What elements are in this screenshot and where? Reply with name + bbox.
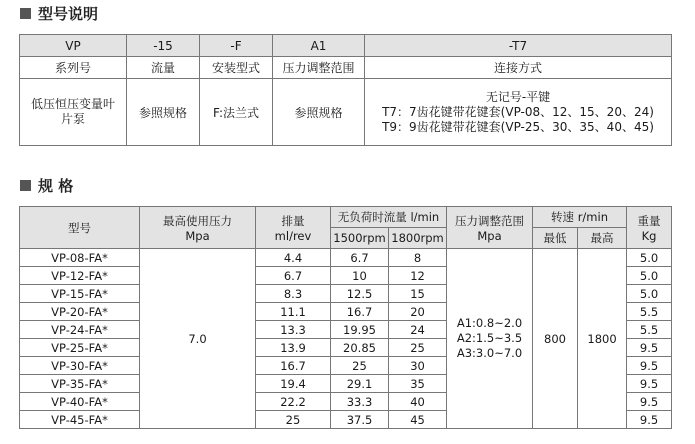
- header-max-pressure-label: 最高使用压力: [163, 213, 232, 228]
- cell-flow-1500: 6.7: [331, 249, 389, 267]
- section-title-spec: 规 格: [38, 177, 74, 195]
- cell-speed-max: 1800: [578, 249, 627, 429]
- cell-flow-1500: 29.1: [331, 375, 389, 393]
- desc-series: [20, 79, 127, 146]
- cell-weight: 9.5: [627, 393, 672, 411]
- cell-flow-1500: 37.5: [331, 411, 389, 429]
- cell-model: VP-12-FA*: [20, 267, 140, 285]
- cell-flow-1800: 20: [389, 303, 447, 321]
- cell-flow-1500: 19.95: [331, 321, 389, 339]
- header-displacement: [256, 207, 331, 249]
- label-connection: 连接方式: [365, 57, 672, 79]
- cell-model: VP-24-FA*: [20, 321, 140, 339]
- cell-speed-min: 800: [533, 249, 578, 429]
- cell-max-pressure: 7.0: [140, 249, 256, 429]
- desc-series-text: 低压恒压变量叶片泵: [30, 97, 115, 126]
- cell-flow-1800: 40: [389, 393, 447, 411]
- connection-option: T7：7齿花键带花键套(VP-08、12、15、20、24): [382, 104, 654, 119]
- square-bullet-icon: [20, 8, 31, 19]
- cell-weight: 9.5: [627, 375, 672, 393]
- code-flow: -15: [127, 35, 200, 57]
- cell-weight: 5.0: [627, 249, 672, 267]
- cell-flow-1500: 10: [331, 267, 389, 285]
- header-model: 型号: [20, 207, 140, 249]
- cell-model: VP-20-FA*: [20, 303, 140, 321]
- cell-displacement: 13.9: [256, 339, 331, 357]
- cell-weight: 9.5: [627, 411, 672, 429]
- spec-table: [19, 206, 672, 429]
- cell-model: VP-40-FA*: [20, 393, 140, 411]
- cell-flow-1500: 12.5: [331, 285, 389, 303]
- cell-displacement: 22.2: [256, 393, 331, 411]
- spec-header-row: [20, 207, 672, 228]
- cell-weight: 5.5: [627, 303, 672, 321]
- desc-connection: [365, 79, 672, 146]
- label-pressure: 压力调整范围: [273, 57, 365, 79]
- code-series: VP: [20, 35, 127, 57]
- header-weight-label: 重量: [637, 213, 661, 228]
- table-row: [20, 249, 672, 267]
- cell-model: VP-35-FA*: [20, 375, 140, 393]
- cell-weight: 5.0: [627, 267, 672, 285]
- cell-flow-1800: 15: [389, 285, 447, 303]
- cell-displacement: 11.1: [256, 303, 331, 321]
- desc-flow: 参照规格: [127, 79, 200, 146]
- cell-model: VP-08-FA*: [20, 249, 140, 267]
- cell-weight: 9.5: [627, 339, 672, 357]
- cell-weight: 5.0: [627, 285, 672, 303]
- cell-pressure-range: [447, 249, 533, 429]
- cell-flow-1800: 35: [389, 375, 447, 393]
- label-mount: 安装型式: [200, 57, 273, 79]
- header-pressure-range-label: 压力调整范围: [455, 213, 525, 228]
- pressure-range-item: A3:3.0~7.0: [456, 346, 523, 360]
- cell-displacement: 25: [256, 411, 331, 429]
- code-connection: -T7: [365, 35, 672, 57]
- model-label-row: [20, 57, 672, 79]
- header-pressure-range-unit: Mpa: [477, 228, 502, 243]
- header-displacement-unit: ml/rev: [274, 228, 312, 243]
- header-max-pressure-unit: Mpa: [185, 228, 210, 243]
- header-noload-flow: 无负荷时流量 l/min: [331, 207, 447, 228]
- code-pressure: A1: [273, 35, 365, 57]
- section-heading-spec: [20, 175, 73, 196]
- cell-model: VP-15-FA*: [20, 285, 140, 303]
- cell-flow-1800: 30: [389, 357, 447, 375]
- header-flow-1500: 1500rpm: [331, 228, 389, 249]
- section-heading-model: [20, 3, 98, 24]
- cell-weight: 5.5: [627, 321, 672, 339]
- desc-mount: F:法兰式: [200, 79, 273, 146]
- cell-flow-1800: 12: [389, 267, 447, 285]
- pressure-range-item: A2:1.5~3.5: [456, 331, 523, 345]
- cell-displacement: 16.7: [256, 357, 331, 375]
- cell-model: VP-30-FA*: [20, 357, 140, 375]
- cell-flow-1500: 33.3: [331, 393, 389, 411]
- square-bullet-icon: [20, 180, 31, 191]
- cell-displacement: 19.4: [256, 375, 331, 393]
- cell-flow-1500: 20.85: [331, 339, 389, 357]
- pressure-range-list: [457, 316, 522, 361]
- model-code-table: [19, 34, 672, 146]
- cell-flow-1800: 24: [389, 321, 447, 339]
- cell-flow-1800: 25: [389, 339, 447, 357]
- cell-model: VP-45-FA*: [20, 411, 140, 429]
- header-weight-unit: Kg: [641, 228, 657, 243]
- model-code-row: [20, 35, 672, 57]
- header-pressure-range: [447, 207, 533, 249]
- label-flow: 流量: [127, 57, 200, 79]
- model-description-row: [20, 79, 672, 146]
- header-speed: 转速 r/min: [533, 207, 627, 228]
- pressure-range-item: A1:0.8~2.0: [456, 316, 523, 330]
- desc-pressure: 参照规格: [273, 79, 365, 146]
- cell-displacement: 13.3: [256, 321, 331, 339]
- cell-model: VP-25-FA*: [20, 339, 140, 357]
- cell-flow-1500: 25: [331, 357, 389, 375]
- cell-flow-1500: 16.7: [331, 303, 389, 321]
- connection-option: T9：9齿花键带花键套(VP-25、30、35、40、45): [382, 119, 654, 134]
- cell-displacement: 8.3: [256, 285, 331, 303]
- header-max-pressure: [140, 207, 256, 249]
- label-series: 系列号: [20, 57, 127, 79]
- cell-weight: 9.5: [627, 357, 672, 375]
- header-weight: [627, 207, 672, 249]
- code-mount: -F: [200, 35, 273, 57]
- connection-options: [365, 90, 671, 135]
- cell-flow-1800: 8: [389, 249, 447, 267]
- cell-displacement: 6.7: [256, 267, 331, 285]
- section-title-model: 型号说明: [38, 5, 99, 23]
- cell-flow-1800: 45: [389, 411, 447, 429]
- header-displacement-label: 排量: [281, 213, 305, 228]
- connection-option: 无记号-平键: [485, 89, 551, 104]
- header-speed-min: 最低: [533, 228, 578, 249]
- header-speed-max: 最高: [578, 228, 627, 249]
- cell-displacement: 4.4: [256, 249, 331, 267]
- header-flow-1800: 1800rpm: [389, 228, 447, 249]
